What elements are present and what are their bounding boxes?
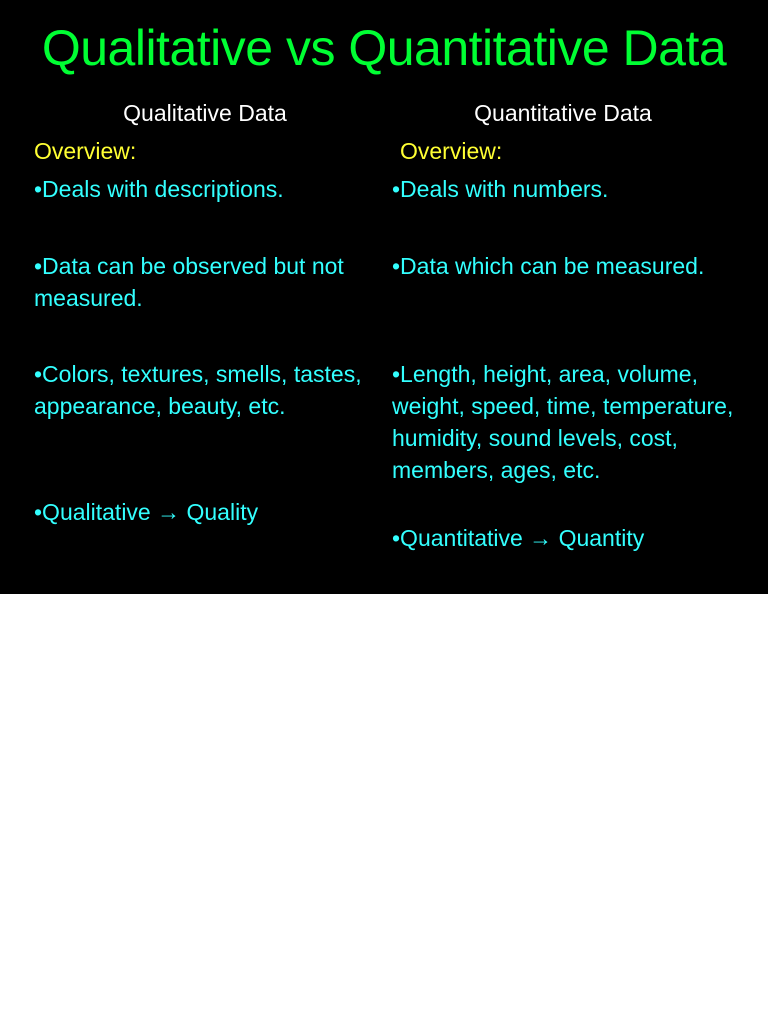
slide-title: Qualitative vs Quantitative Data bbox=[41, 20, 727, 76]
qualitative-heading: Qualitative Data bbox=[123, 100, 287, 126]
qualitative-bullet: •Qualitative → Quality bbox=[34, 499, 259, 525]
qualitative-bullet: •Deals with descriptions. bbox=[34, 176, 284, 202]
qualitative-bullet: •Colors, textures, smells, tastes, appearance, beauty, etc. bbox=[34, 361, 362, 419]
qualitative-bullet: •Data can be observed but not measured. bbox=[34, 253, 344, 311]
quantitative-heading: Quantitative Data bbox=[474, 100, 652, 126]
quantitative-bullet: •Data which can be measured. bbox=[392, 253, 705, 279]
quantitative-bullet: •Deals with numbers. bbox=[392, 176, 609, 202]
quantitative-bullet: •Length, height, area, volume, weight, speed, time, temperature, humidity, sound levels, cost, members, ages, etc. bbox=[392, 361, 734, 483]
qualitative-overview-label: Overview: bbox=[34, 138, 137, 164]
quantitative-bullet: •Quantitative → Quantity bbox=[392, 525, 645, 551]
quantitative-overview-label: Overview: bbox=[400, 138, 503, 164]
